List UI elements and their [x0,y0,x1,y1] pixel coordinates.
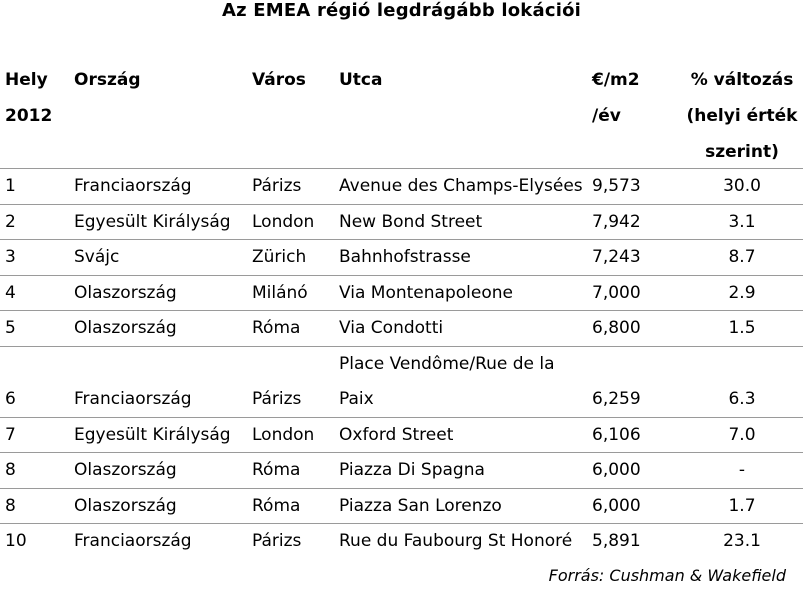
table-row [0,204,803,240]
cell-change: - [738,460,746,480]
table-row [0,523,803,559]
cell-street: Via Montenapoleone [339,282,513,303]
cell-change: 3.1 [728,211,756,232]
cell-street: Piazza San Lorenzo [339,495,502,516]
header-price-line-1: €/m2 [592,70,640,90]
cell-price: 7,942 [592,211,641,232]
header-rank [5,62,52,134]
cell-price: 6,259 [592,388,641,409]
cell-country: Olaszország [74,282,177,303]
cell-city: Párizs [252,388,302,409]
cell-price: 7,000 [592,282,641,303]
cell-rank: 1 [5,176,16,196]
table-row [0,168,803,204]
cell-street: New Bond Street [339,211,483,232]
cell-city: Párizs [252,176,302,196]
table-body [0,168,803,559]
cell-street: Oxford Street [339,424,454,445]
cell-rank: 10 [5,531,27,551]
cell-change: 6.3 [728,388,756,409]
table-row [0,310,803,346]
cell-street: Rue du Faubourg St Honoré [339,531,573,551]
cell-rank: 7 [5,424,16,445]
cell-country: Franciaország [74,531,192,551]
cell-country: Olaszország [74,460,177,480]
cell-price: 5,891 [592,531,641,551]
page-title: Az EMEA régió legdrágább lokációi [221,0,581,21]
cell-change: 1.7 [728,495,756,516]
cell-rank: 8 [5,460,16,480]
cell-rank: 2 [5,211,16,232]
header-change-line-1: % változás [690,70,794,90]
header-price [592,62,640,134]
cell-city: Róma [252,318,301,338]
cell-city: London [252,424,315,445]
header-rank-line-1: Hely [5,70,48,90]
cell-change: 2.9 [728,282,756,303]
cell-country: Franciaország [74,388,192,409]
table-row [0,239,803,275]
cell-country: Olaszország [74,495,177,516]
table-header [0,62,803,170]
cell-price: 6,800 [592,318,641,338]
cell-change: 23.1 [723,531,761,551]
cell-price: 6,000 [592,460,641,480]
cell-country: Egyesült Királyság [74,424,231,445]
cell-street: Place Vendôme/Rue de la Paix [339,353,555,409]
cell-city: Milánó [252,282,308,303]
cell-price: 9,573 [592,176,641,196]
cell-street: Avenue des Champs-Elysées [339,176,583,196]
header-change-line-2: (helyi érték [686,106,798,126]
cell-country: Franciaország [74,176,192,196]
cell-change: 8.7 [728,247,756,267]
cell-rank: 4 [5,282,16,303]
table-row [0,417,803,453]
source-note: Forrás: Cushman & Wakefield [548,566,786,585]
table-row [0,488,803,524]
cell-rank: 5 [5,318,16,338]
header-change-line-3: szerint) [705,142,779,162]
cell-street: Via Condotti [339,318,444,338]
cell-price: 6,106 [592,424,641,445]
cell-country: Egyesült Királyság [74,211,231,232]
cell-change: 30.0 [723,176,761,196]
header-street: Utca [339,70,383,90]
header-country: Ország [74,70,141,90]
table-row [0,275,803,311]
cell-rank: 3 [5,247,16,267]
cell-city: London [252,211,315,232]
header-rank-line-2: 2012 [5,106,53,126]
cell-price: 6,000 [592,495,641,516]
table-row [0,452,803,488]
cell-change: 1.5 [728,318,756,338]
cell-city: Róma [252,495,301,516]
cell-price: 7,243 [592,247,641,267]
header-price-line-2: /év [592,106,621,126]
cell-country: Olaszország [74,318,177,338]
cell-city: Zürich [252,247,307,267]
cell-rank: 6 [5,388,16,409]
cell-rank: 8 [5,495,16,516]
cell-country: Svájc [74,247,120,267]
header-change [680,62,803,170]
cell-city: Róma [252,460,301,480]
cell-city: Párizs [252,531,302,551]
header-city: Város [252,70,306,90]
cell-change: 7.0 [728,424,756,445]
cell-street: Bahnhofstrasse [339,247,471,267]
table-row [0,346,803,417]
cell-street: Piazza Di Spagna [339,460,485,480]
